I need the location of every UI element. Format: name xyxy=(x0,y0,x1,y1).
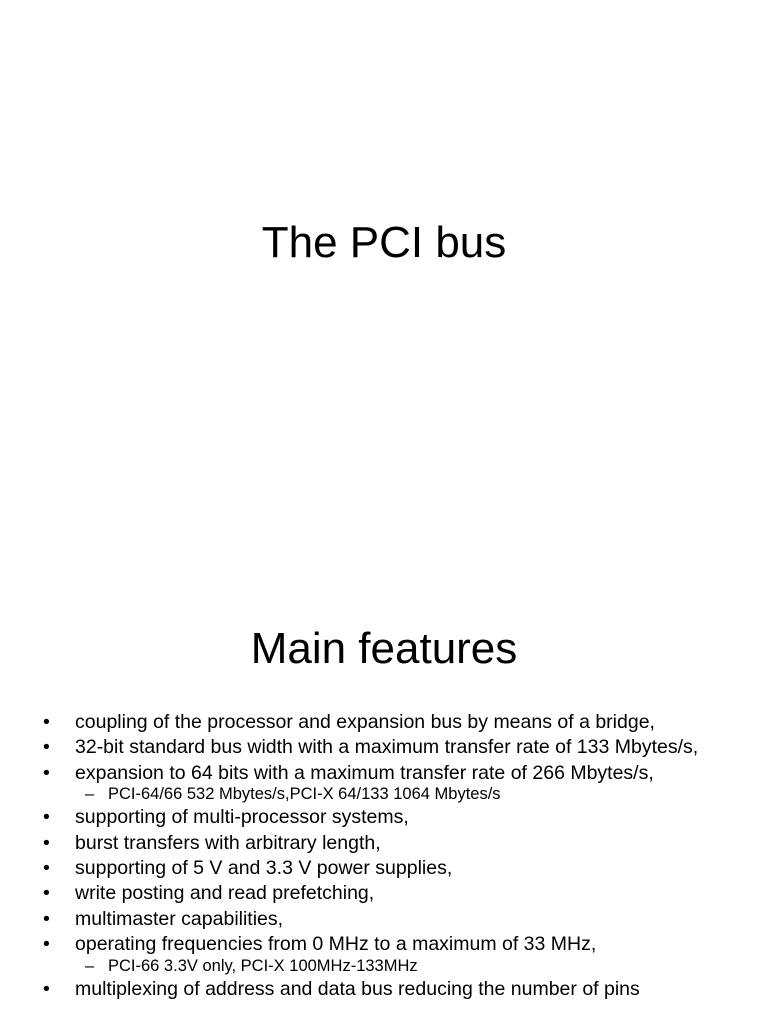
dash-marker: – xyxy=(85,785,95,804)
bullet-item xyxy=(0,882,768,904)
bullet-text: coupling of the processor and expansion bus by means of a bridge, xyxy=(75,711,655,733)
bullet-marker: • xyxy=(43,933,50,956)
slide-title: Main features xyxy=(250,624,518,673)
bullet-item xyxy=(0,711,768,733)
bullet-text: multimaster capabilities, xyxy=(75,907,284,930)
bullet-marker: • xyxy=(43,736,50,759)
slide-title: The PCI bus xyxy=(261,218,507,267)
slide-main-features xyxy=(0,576,768,1024)
bullet-item xyxy=(0,933,768,955)
bullet-item xyxy=(0,978,768,1000)
bullet-text: operating frequencies from 0 MHz to a maximum of 33 MHz, xyxy=(75,933,597,956)
bullet-item xyxy=(0,857,768,879)
bullet-marker: • xyxy=(43,711,50,733)
dash-marker: – xyxy=(85,956,95,975)
bullet-text: expansion to 64 bits with a maximum transfer rate of 266 Mbytes/s, xyxy=(75,761,654,784)
bullet-text: 32-bit standard bus width with a maximum transfer rate of 133 Mbytes/s, xyxy=(75,736,699,759)
bullet-text: supporting of multi-processor systems, xyxy=(75,806,409,829)
bullet-marker: • xyxy=(43,856,50,879)
bullet-text: burst transfers with arbitrary length, xyxy=(75,831,381,854)
bullet-text: write posting and read prefetching, xyxy=(75,882,375,905)
bullet-text: supporting of 5 V and 3.3 V power supplies, xyxy=(75,856,453,879)
bullet-item xyxy=(0,908,768,930)
bullet-item xyxy=(0,736,768,758)
bullet-item xyxy=(0,832,768,854)
bullet-marker: • xyxy=(43,761,50,784)
bullet-item xyxy=(0,806,768,828)
bullet-marker: • xyxy=(43,831,50,854)
bullet-marker: • xyxy=(43,907,50,930)
bullet-item xyxy=(0,762,768,784)
sub-bullet-item xyxy=(0,956,768,976)
bullet-marker: • xyxy=(43,977,50,1000)
bullet-marker: • xyxy=(43,806,50,829)
bullet-text: multiplexing of address and data bus reducing the number of pins xyxy=(75,977,640,1000)
bullet-marker: • xyxy=(43,882,50,905)
bullet-text: PCI-66 3.3V only, PCI-X 100MHz-133MHz xyxy=(108,956,418,975)
feature-list xyxy=(0,711,768,1003)
bullet-text: PCI-64/66 532 Mbytes/s,PCI-X 64/133 1064 Mbytes/s xyxy=(108,785,501,804)
sub-bullet-item xyxy=(0,784,768,804)
